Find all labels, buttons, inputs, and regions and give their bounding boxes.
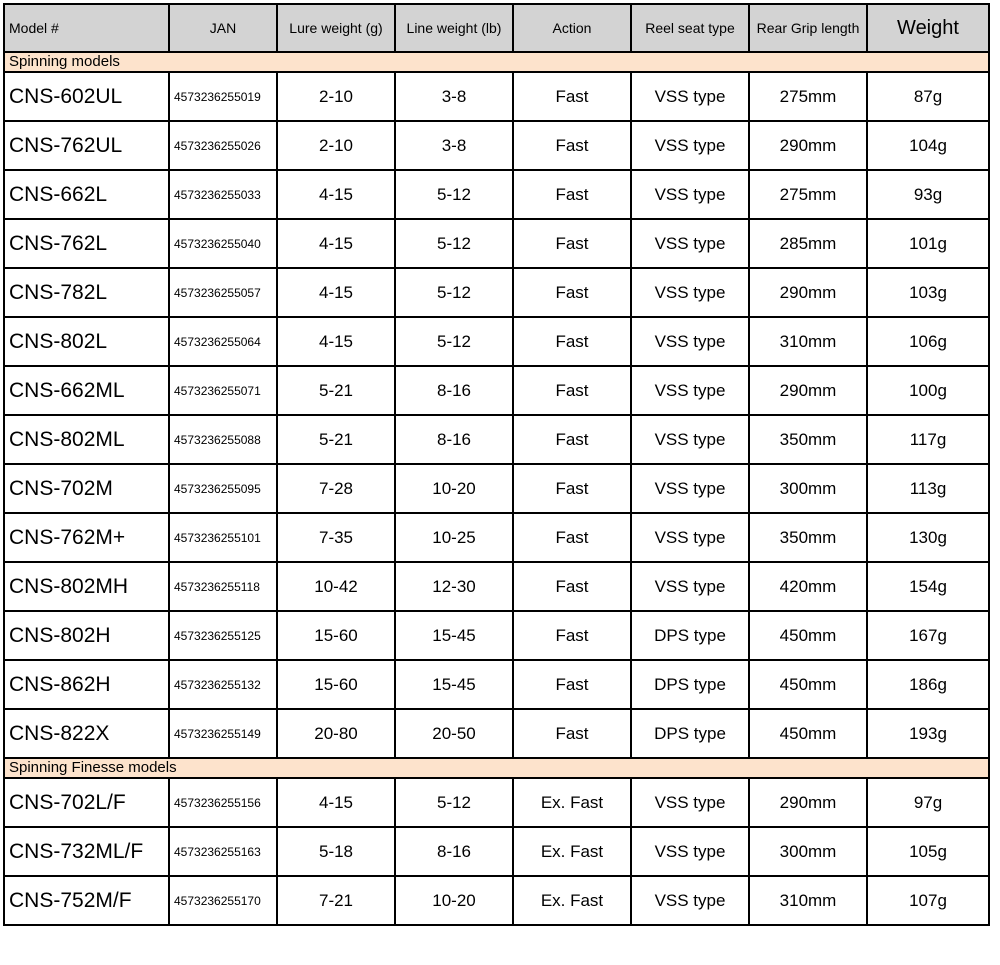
cell-reel-seat: VSS type: [631, 778, 749, 827]
cell-weight: 113g: [867, 464, 989, 513]
section-title: Spinning models: [4, 52, 989, 72]
cell-weight: 167g: [867, 611, 989, 660]
cell-line-weight: 8-16: [395, 415, 513, 464]
cell-rear-grip: 450mm: [749, 660, 867, 709]
cell-action: Fast: [513, 611, 631, 660]
cell-weight: 97g: [867, 778, 989, 827]
cell-reel-seat: VSS type: [631, 827, 749, 876]
header-lure-weight: Lure weight (g): [277, 4, 395, 52]
cell-action: Fast: [513, 219, 631, 268]
cell-line-weight: 5-12: [395, 778, 513, 827]
cell-action: Fast: [513, 268, 631, 317]
cell-model: CNS-762M+: [4, 513, 169, 562]
cell-action: Fast: [513, 415, 631, 464]
cell-line-weight: 15-45: [395, 660, 513, 709]
cell-reel-seat: VSS type: [631, 219, 749, 268]
cell-line-weight: 3-8: [395, 72, 513, 121]
cell-action: Fast: [513, 72, 631, 121]
cell-model: CNS-702M: [4, 464, 169, 513]
cell-action: Ex. Fast: [513, 827, 631, 876]
cell-model: CNS-762L: [4, 219, 169, 268]
table-row: [4, 268, 989, 317]
rod-spec-table: [3, 3, 990, 926]
cell-model: CNS-602UL: [4, 72, 169, 121]
table-header: [4, 4, 989, 52]
cell-rear-grip: 350mm: [749, 513, 867, 562]
cell-reel-seat: VSS type: [631, 562, 749, 611]
cell-model: CNS-702L/F: [4, 778, 169, 827]
header-jan: JAN: [169, 4, 277, 52]
cell-lure-weight: 2-10: [277, 121, 395, 170]
cell-line-weight: 20-50: [395, 709, 513, 758]
table-row: [4, 464, 989, 513]
cell-jan: 4573236255149: [169, 709, 277, 758]
cell-lure-weight: 5-21: [277, 415, 395, 464]
cell-lure-weight: 7-21: [277, 876, 395, 925]
cell-jan: 4573236255088: [169, 415, 277, 464]
cell-rear-grip: 275mm: [749, 72, 867, 121]
cell-lure-weight: 4-15: [277, 219, 395, 268]
cell-weight: 193g: [867, 709, 989, 758]
table-row: [4, 170, 989, 219]
cell-jan: 4573236255040: [169, 219, 277, 268]
cell-reel-seat: VSS type: [631, 170, 749, 219]
cell-weight: 154g: [867, 562, 989, 611]
cell-model: CNS-822X: [4, 709, 169, 758]
cell-line-weight: 10-25: [395, 513, 513, 562]
cell-action: Ex. Fast: [513, 876, 631, 925]
cell-jan: 4573236255095: [169, 464, 277, 513]
cell-action: Ex. Fast: [513, 778, 631, 827]
cell-reel-seat: VSS type: [631, 121, 749, 170]
header-model: Model #: [4, 4, 169, 52]
cell-action: Fast: [513, 366, 631, 415]
cell-weight: 117g: [867, 415, 989, 464]
cell-rear-grip: 290mm: [749, 778, 867, 827]
cell-rear-grip: 350mm: [749, 415, 867, 464]
cell-reel-seat: VSS type: [631, 317, 749, 366]
cell-model: CNS-802H: [4, 611, 169, 660]
table-row: [4, 121, 989, 170]
cell-lure-weight: 2-10: [277, 72, 395, 121]
cell-action: Fast: [513, 562, 631, 611]
cell-jan: 4573236255101: [169, 513, 277, 562]
header-action: Action: [513, 4, 631, 52]
cell-reel-seat: VSS type: [631, 268, 749, 317]
cell-line-weight: 5-12: [395, 268, 513, 317]
cell-weight: 105g: [867, 827, 989, 876]
cell-lure-weight: 15-60: [277, 611, 395, 660]
cell-rear-grip: 285mm: [749, 219, 867, 268]
cell-jan: 4573236255125: [169, 611, 277, 660]
cell-model: CNS-662ML: [4, 366, 169, 415]
cell-lure-weight: 7-35: [277, 513, 395, 562]
cell-line-weight: 5-12: [395, 317, 513, 366]
cell-jan: 4573236255071: [169, 366, 277, 415]
cell-weight: 100g: [867, 366, 989, 415]
cell-lure-weight: 15-60: [277, 660, 395, 709]
cell-jan: 4573236255064: [169, 317, 277, 366]
cell-reel-seat: DPS type: [631, 611, 749, 660]
cell-weight: 101g: [867, 219, 989, 268]
cell-jan: 4573236255118: [169, 562, 277, 611]
cell-lure-weight: 20-80: [277, 709, 395, 758]
cell-model: CNS-782L: [4, 268, 169, 317]
cell-model: CNS-862H: [4, 660, 169, 709]
header-weight: Weight: [867, 4, 989, 52]
cell-reel-seat: DPS type: [631, 660, 749, 709]
cell-rear-grip: 310mm: [749, 876, 867, 925]
cell-rear-grip: 290mm: [749, 366, 867, 415]
cell-rear-grip: 290mm: [749, 121, 867, 170]
header-line-weight: Line weight (lb): [395, 4, 513, 52]
cell-jan: 4573236255033: [169, 170, 277, 219]
cell-lure-weight: 4-15: [277, 778, 395, 827]
cell-reel-seat: VSS type: [631, 876, 749, 925]
cell-line-weight: 5-12: [395, 170, 513, 219]
cell-model: CNS-762UL: [4, 121, 169, 170]
cell-reel-seat: VSS type: [631, 72, 749, 121]
cell-model: CNS-732ML/F: [4, 827, 169, 876]
cell-jan: 4573236255170: [169, 876, 277, 925]
table-row: [4, 660, 989, 709]
cell-weight: 103g: [867, 268, 989, 317]
cell-reel-seat: VSS type: [631, 464, 749, 513]
table-row: [4, 72, 989, 121]
cell-rear-grip: 310mm: [749, 317, 867, 366]
cell-line-weight: 8-16: [395, 366, 513, 415]
cell-line-weight: 3-8: [395, 121, 513, 170]
cell-action: Fast: [513, 317, 631, 366]
cell-reel-seat: VSS type: [631, 415, 749, 464]
cell-rear-grip: 420mm: [749, 562, 867, 611]
cell-action: Fast: [513, 513, 631, 562]
cell-reel-seat: VSS type: [631, 366, 749, 415]
cell-jan: 4573236255132: [169, 660, 277, 709]
cell-rear-grip: 275mm: [749, 170, 867, 219]
cell-action: Fast: [513, 170, 631, 219]
cell-action: Fast: [513, 709, 631, 758]
table-row: [4, 366, 989, 415]
table-row: [4, 513, 989, 562]
cell-model: CNS-802ML: [4, 415, 169, 464]
cell-reel-seat: VSS type: [631, 513, 749, 562]
cell-lure-weight: 5-21: [277, 366, 395, 415]
header-row: [4, 4, 989, 52]
cell-rear-grip: 300mm: [749, 464, 867, 513]
cell-jan: 4573236255019: [169, 72, 277, 121]
table-row: [4, 562, 989, 611]
cell-lure-weight: 5-18: [277, 827, 395, 876]
table-row: [4, 827, 989, 876]
cell-rear-grip: 450mm: [749, 709, 867, 758]
cell-rear-grip: 300mm: [749, 827, 867, 876]
table-row: [4, 778, 989, 827]
table-row: [4, 219, 989, 268]
table-row: [4, 709, 989, 758]
header-reel-seat: Reel seat type: [631, 4, 749, 52]
cell-line-weight: 10-20: [395, 876, 513, 925]
cell-jan: 4573236255163: [169, 827, 277, 876]
cell-line-weight: 5-12: [395, 219, 513, 268]
table-body: [4, 52, 989, 925]
cell-weight: 106g: [867, 317, 989, 366]
cell-line-weight: 10-20: [395, 464, 513, 513]
cell-lure-weight: 10-42: [277, 562, 395, 611]
cell-reel-seat: DPS type: [631, 709, 749, 758]
cell-weight: 87g: [867, 72, 989, 121]
cell-model: CNS-802MH: [4, 562, 169, 611]
cell-jan: 4573236255057: [169, 268, 277, 317]
cell-rear-grip: 290mm: [749, 268, 867, 317]
table-row: [4, 876, 989, 925]
cell-line-weight: 15-45: [395, 611, 513, 660]
table-row: [4, 317, 989, 366]
cell-weight: 93g: [867, 170, 989, 219]
cell-lure-weight: 4-15: [277, 170, 395, 219]
cell-line-weight: 12-30: [395, 562, 513, 611]
cell-lure-weight: 4-15: [277, 317, 395, 366]
cell-line-weight: 8-16: [395, 827, 513, 876]
section-row: [4, 52, 989, 72]
cell-action: Fast: [513, 121, 631, 170]
cell-model: CNS-662L: [4, 170, 169, 219]
cell-jan: 4573236255156: [169, 778, 277, 827]
cell-action: Fast: [513, 464, 631, 513]
cell-lure-weight: 7-28: [277, 464, 395, 513]
cell-action: Fast: [513, 660, 631, 709]
table-row: [4, 611, 989, 660]
cell-weight: 186g: [867, 660, 989, 709]
section-title: Spinning Finesse models: [4, 758, 989, 778]
cell-model: CNS-802L: [4, 317, 169, 366]
cell-weight: 104g: [867, 121, 989, 170]
table-row: [4, 415, 989, 464]
cell-jan: 4573236255026: [169, 121, 277, 170]
cell-lure-weight: 4-15: [277, 268, 395, 317]
cell-model: CNS-752M/F: [4, 876, 169, 925]
cell-rear-grip: 450mm: [749, 611, 867, 660]
section-row: [4, 758, 989, 778]
cell-weight: 107g: [867, 876, 989, 925]
cell-weight: 130g: [867, 513, 989, 562]
header-rear-grip: Rear Grip length: [749, 4, 867, 52]
